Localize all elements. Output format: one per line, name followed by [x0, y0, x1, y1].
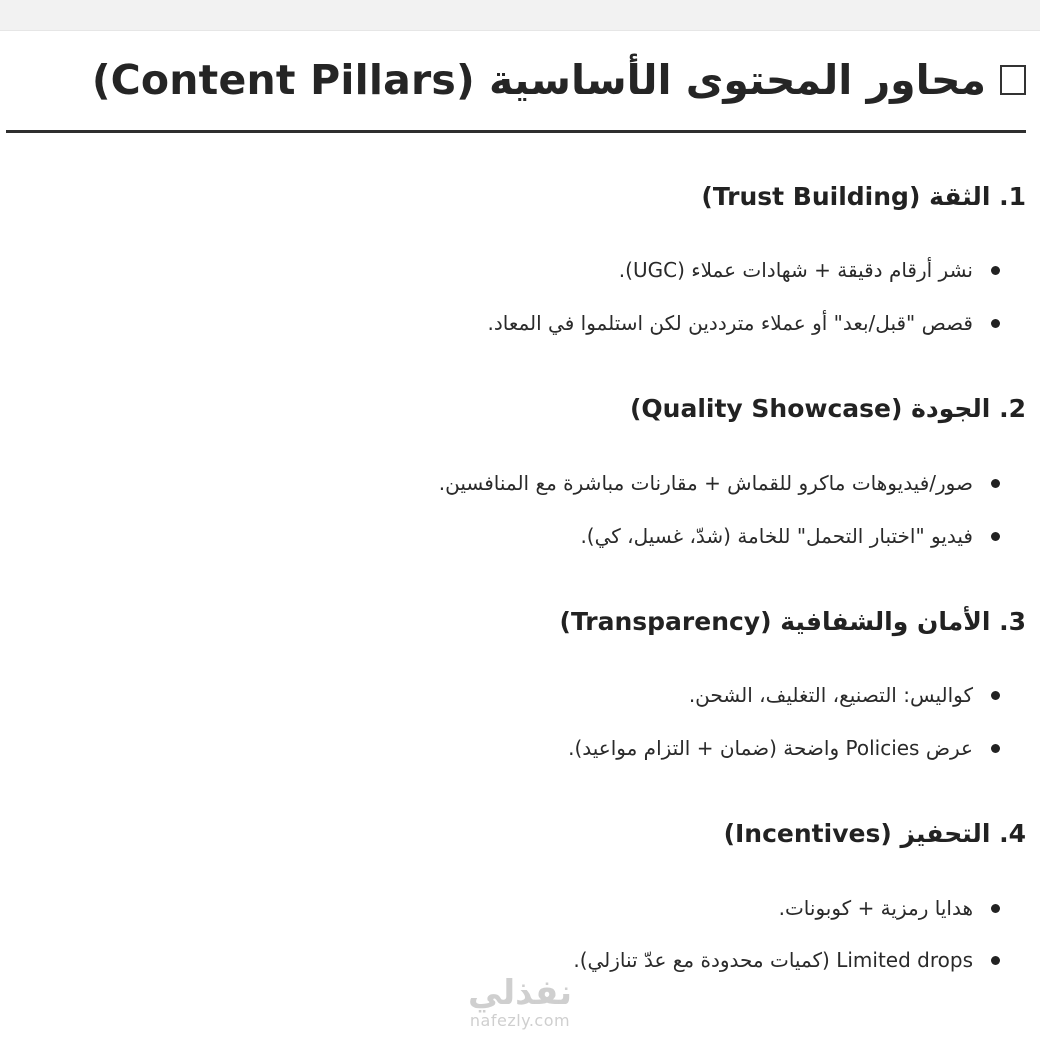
list-item-text: نشر أرقام دقيقة + شهادات عملاء (UGC).: [618, 258, 973, 282]
list-item: [779, 896, 1000, 920]
section-heading-trust: 1. الثقة (Trust Building): [701, 182, 1026, 211]
watermark-logo: نفذلي: [467, 973, 573, 1013]
bullet-icon: [991, 744, 1000, 753]
list-item: [619, 258, 1000, 282]
section-heading-transparency: 3. الأمان والشفافية (Transparency): [559, 607, 1026, 636]
watermark: [440, 975, 600, 1031]
list-item: [439, 471, 1000, 495]
watermark-domain: nafezly.com: [469, 1011, 571, 1030]
list-item-text: Limited drops (كميات محدودة مع عدّ تنازلي).: [573, 948, 973, 972]
title-row: [8, 48, 1026, 112]
bullet-icon: [991, 532, 1000, 541]
list-item: [487, 311, 1000, 335]
bullet-icon: [991, 266, 1000, 275]
list-item-text: عرض Policies واضحة (ضمان + التزام مواعيد).: [568, 736, 973, 760]
bullet-icon: [991, 479, 1000, 488]
section-heading-quality: 2. الجودة (Quality Showcase): [629, 394, 1026, 423]
list-item: [689, 683, 1000, 707]
bullet-icon: [991, 319, 1000, 328]
top-strip: [0, 0, 1040, 31]
bullet-icon: [991, 904, 1000, 913]
list-item: [568, 736, 1000, 760]
bullet-icon: [991, 956, 1000, 965]
list-item-text: قصص "قبل/بعد" أو عملاء مترددين لكن استلموا في المعاد.: [487, 311, 973, 335]
missing-glyph-icon: [1000, 65, 1026, 95]
list-item: [573, 948, 1000, 972]
page-title: محاور المحتوى الأساسية (Content Pillars): [91, 56, 986, 104]
list-item: [580, 524, 1000, 548]
list-item-text: هدايا رمزية + كوبونات.: [778, 896, 973, 920]
title-divider: [6, 130, 1026, 133]
list-item-text: فيديو "اختبار التحمل" للخامة (شدّ، غسيل، كي).: [580, 524, 973, 548]
section-heading-incentives: 4. التحفيز (Incentives): [723, 819, 1026, 848]
bullet-icon: [991, 691, 1000, 700]
list-item-text: كواليس: التصنيع، التغليف، الشحن.: [688, 683, 973, 707]
list-item-text: صور/فيديوهات ماكرو للقماش + مقارنات مباشرة مع المنافسين.: [438, 471, 973, 495]
